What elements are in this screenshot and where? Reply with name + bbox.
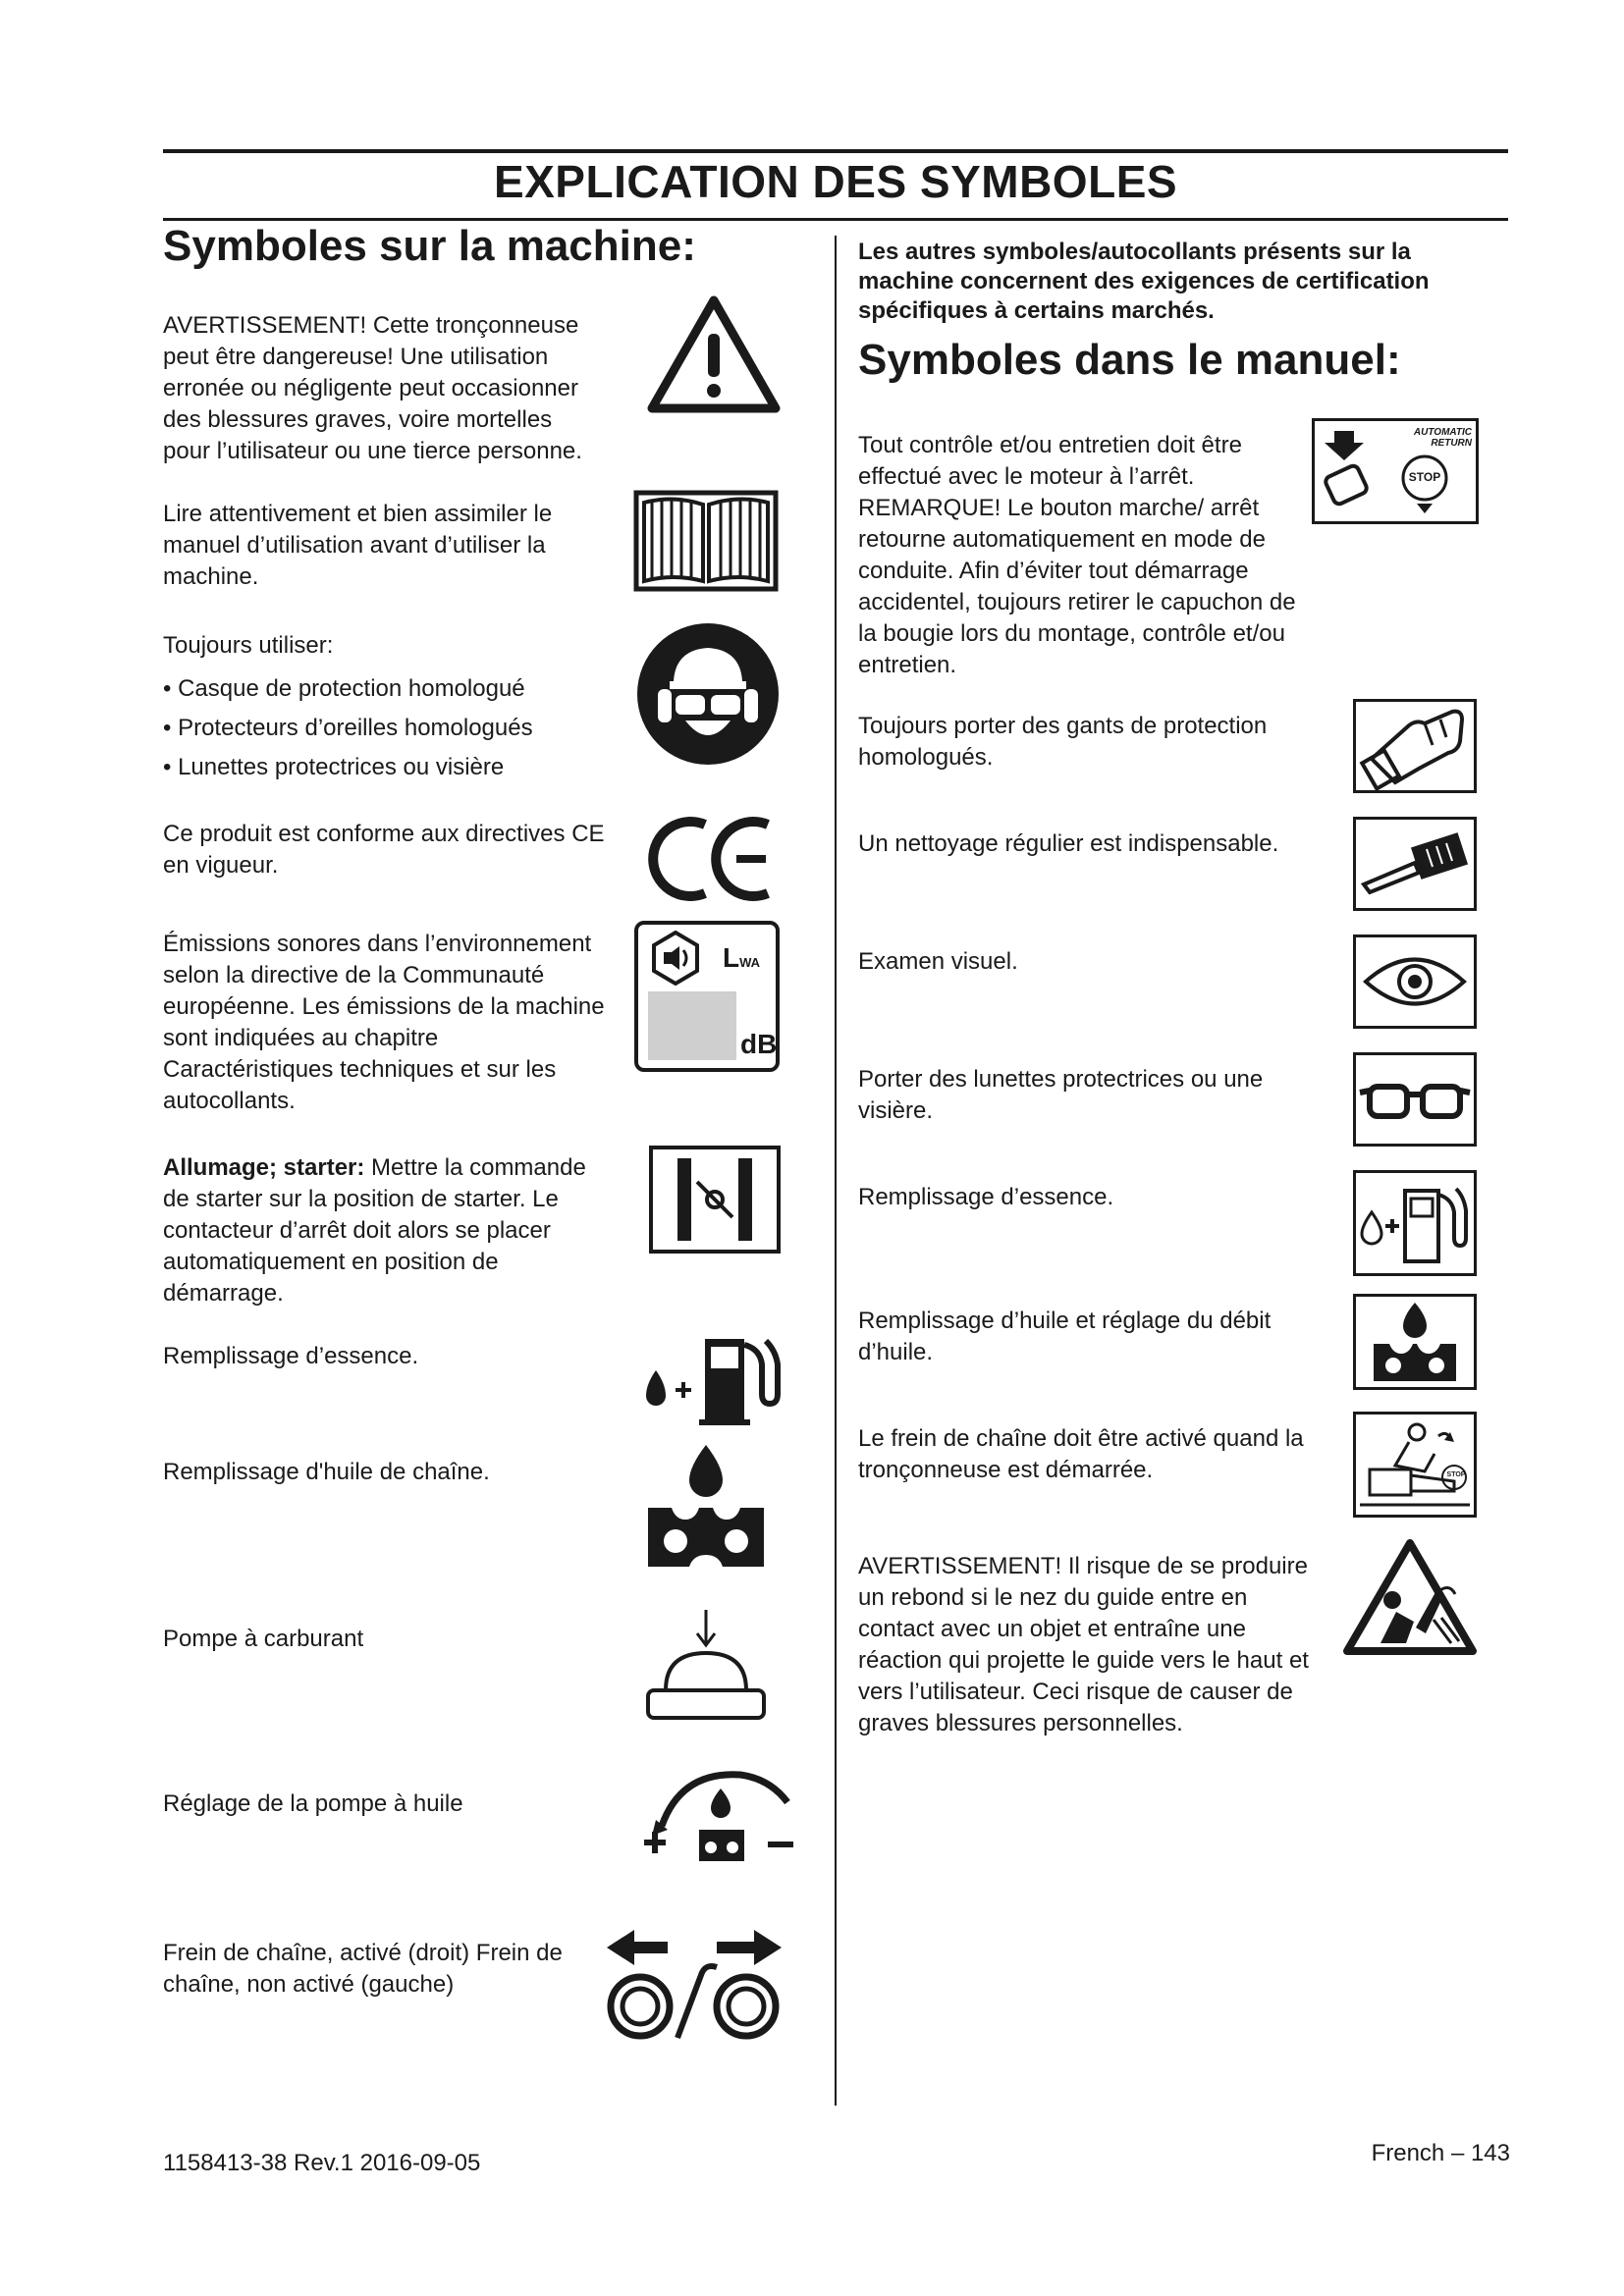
left-item-oil-pump: Réglage de la pompe à huile [163, 1790, 463, 1817]
list-item: • Casque de protection homologué [163, 669, 605, 709]
grey-panel [648, 991, 736, 1060]
column-divider [835, 236, 837, 2106]
left-heading: Symboles sur la machine: [163, 222, 696, 270]
left-item-noise: Émissions sonores dans l’environnement selon la directive de la Communauté européenne. Les émissions de la machine sont indiquées au chapitre Caractéristiques techniques et sur les autocollants. [163, 931, 605, 1114]
right-item-cleaning: Un nettoyage régulier est indispensable. [858, 830, 1279, 857]
gloves-icon [1353, 699, 1477, 793]
goggles-icon [1353, 1052, 1477, 1147]
auto-return-stop-icon: AUTOMATIC RETURN STOP [1312, 418, 1479, 524]
right-item-chain-brake: Le frein de chaîne doit être activé quand la tronçonneuse est démarrée. [858, 1425, 1304, 1483]
fuel-fill-box-icon [1353, 1170, 1477, 1276]
right-item-stop-engine: Tout contrôle et/ou entretien doit être effectué avec le moteur à l’arrêt. REMARQUE! Le bouton marche/ arrêt retourne automatiquement en mode de conduite. Afin d’éviter tout démarrage accidentel, toujours retirer le capuchon de la bougie lors du montage, contrôle et/ou entretien. [858, 432, 1296, 678]
right-intro: Les autres symboles/autocollants présents sur la machine concernent des exigences de certification spécifiques à certains marchés. [858, 239, 1430, 324]
choke-icon [648, 1145, 782, 1255]
fuel-fill-icon [642, 1325, 789, 1427]
oil-fill-box-icon [1353, 1294, 1477, 1390]
left-item-chain-oil: Remplissage d'huile de chaîne. [163, 1459, 490, 1485]
left-item-warning: AVERTISSEMENT! Cette tronçonneuse peut être dangereuse! Une utilisation erronée ou négligente peut occasionner des blessures graves, voire mortelles pour l’utilisateur ou une tierce personne. [163, 312, 582, 464]
brush-icon [1353, 817, 1477, 911]
top-rule [163, 149, 1508, 153]
left-item-fuel-pump: Pompe à carburant [163, 1626, 364, 1652]
document-id: 1158413-38 Rev.1 2016-09-05 [163, 2150, 481, 2176]
right-item-fuel: Remplissage d’essence. [858, 1184, 1114, 1210]
ppe-bullet-list [163, 669, 605, 787]
right-heading: Symboles dans le manuel: [858, 336, 1401, 384]
chain-brake-icon [603, 1920, 785, 2042]
noise-emission-icon: LWA dB [634, 921, 780, 1072]
title-rule [163, 218, 1508, 221]
page-number: French – 143 [1371, 2140, 1510, 2166]
right-item-visual: Examen visuel. [858, 948, 1018, 975]
left-item-fuel: Remplissage d’essence. [163, 1343, 419, 1369]
left-item-choke: Allumage; starter: Mettre la commande de starter sur la position de starter. Le contacteur d’arrêt doit alors se placer automatiquement en position de démarrage. [163, 1154, 586, 1307]
page-title: EXPLICATION DES SYMBOLES [493, 156, 1178, 207]
right-item-kickback: AVERTISSEMENT! Il risque de se produire un rebond si le nez du guide entre en contact avec un objet et entraîne une réaction qui projette le guide vers le haut et vers l’utilisateur. Ceci risque de causer de graves blessures personnelles. [858, 1553, 1309, 1736]
list-item: • Protecteurs d’oreilles homologués [163, 709, 605, 748]
list-item: • Lunettes protectrices ou visière [163, 748, 605, 787]
fuel-pump-icon [642, 1608, 770, 1722]
left-item-ppe: Toujours utiliser: • Casque de protection homologué • Protecteurs d’oreilles homologués • Lunettes protectrices ou visière [163, 630, 605, 787]
chain-brake-start-icon: STOP [1353, 1412, 1477, 1518]
chain-oil-icon [642, 1441, 770, 1571]
eye-icon [1353, 934, 1477, 1029]
oil-pump-adjust-icon [642, 1767, 799, 1865]
right-item-goggles: Porter des lunettes protectrices ou une visière. [858, 1066, 1264, 1124]
ce-mark-icon [648, 815, 776, 903]
protective-equipment-icon [634, 620, 782, 768]
left-item-manual: Lire attentivement et bien assimiler le manuel d’utilisation avant d’utiliser la machine. [163, 501, 553, 590]
kickback-warning-icon [1341, 1537, 1479, 1655]
left-item-ce: Ce produit est conforme aux directives CE en vigueur. [163, 821, 605, 879]
left-item-chain-brake: Frein de chaîne, activé (droit) Frein de chaîne, non activé (gauche) [163, 1940, 563, 1998]
open-book-icon [632, 489, 780, 593]
warning-triangle-icon [646, 294, 782, 414]
right-item-oil: Remplissage d’huile et réglage du débit d’huile. [858, 1308, 1272, 1365]
right-item-gloves: Toujours porter des gants de protection homologués. [858, 713, 1268, 771]
